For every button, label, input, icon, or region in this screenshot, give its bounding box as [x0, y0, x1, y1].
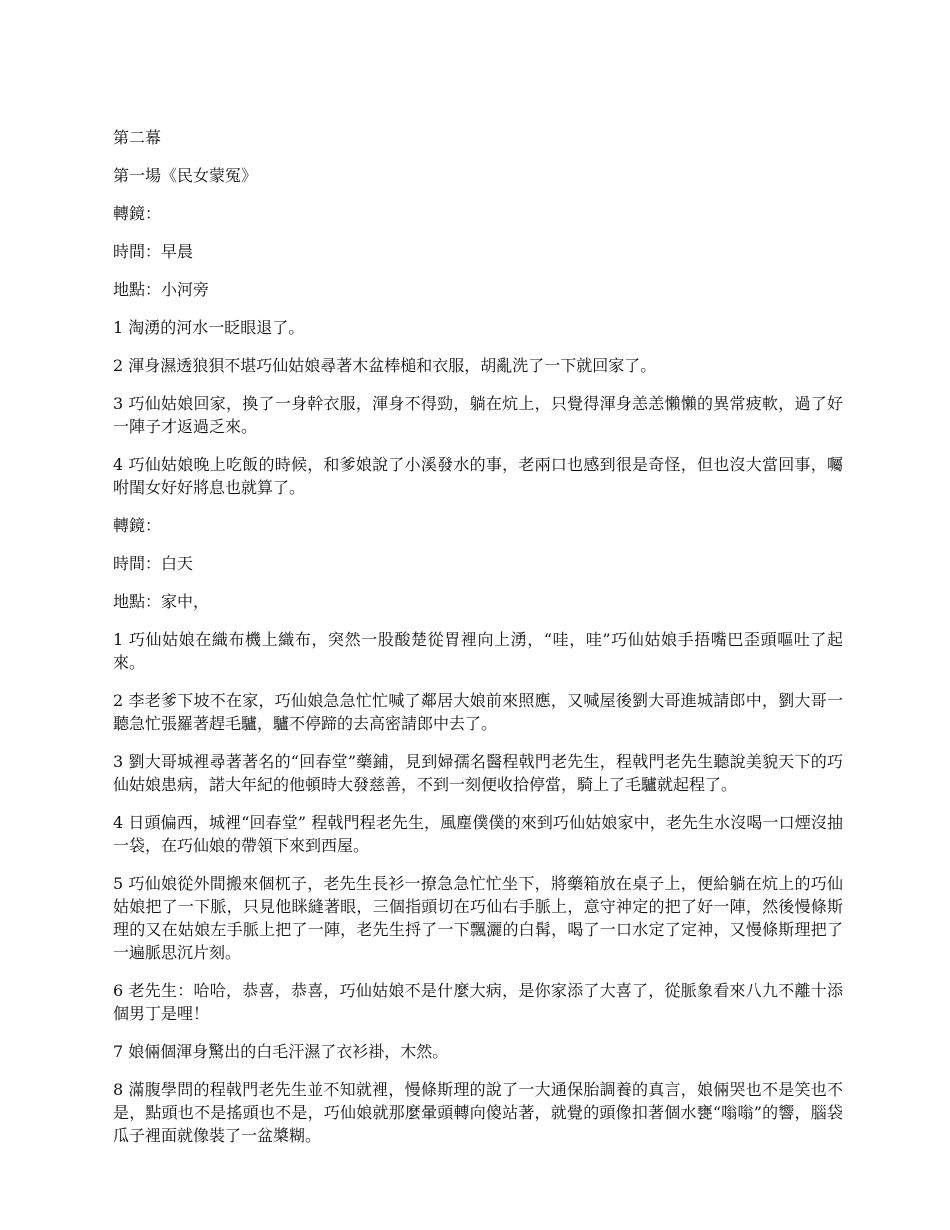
time-label: 時間：早晨: [113, 242, 194, 261]
time-label: 時間：白天: [113, 554, 194, 573]
script-line: 8 滿腹學問的程戟門老先生並不知就裡，慢條斯理的說了一大通保胎調養的真言，娘倆哭也不是笑也不是，點頭也不是搖頭也不是，巧仙娘就那麼暈頭轉向傻站著，就覺的頭像扣著個水甕“嗡嗡”的響，腦袋瓜子裡面就像裝了一盆槳糊。: [113, 1080, 843, 1145]
script-line: 5 巧仙娘從外間搬來個杌子，老先生長衫一撩急急忙忙坐下，將藥箱放在桌子上，便給躺在炕上的巧仙姑娘把了一下脈，只見他眯縫著眼，三個指頭切在巧仙右手脈上，意守神定的把了好一陣，然後慢條斯理的又在姑娘左手脈上把了一陣，老先生捋了一下飄灑的白髯，喝了一口水定了定神，又慢條斯理把了一遍脈思沉片刻。: [113, 874, 843, 962]
transition-label: 轉鏡：: [113, 204, 162, 223]
script-line: 2 李老爹下坡不在家，巧仙娘急急忙忙喊了鄰居大娘前來照應，又喊屋後劉大哥進城請郎中，劉大哥一聽急忙張羅著趕毛驢，驢不停蹄的去高密請郎中去了。: [113, 691, 843, 733]
place-label: 地點：家中，: [113, 592, 210, 611]
script-line: 3 劉大哥城裡尋著著名的“回春堂”藥鋪，見到婦孺名醫程戟門老先生，程戟門老先生聽說美貌天下的巧仙姑娘患病，諾大年紀的他頓時大發慈善，不到一刻便收拾停當，騎上了毛驢就起程了。: [113, 752, 843, 794]
place-label: 地點：小河旁: [113, 280, 210, 299]
script-line: 6 老先生：哈哈，恭喜，恭喜，巧仙姑娘不是什麼大病，是你家添了大喜了，從脈象看來八九不離十添個男丁是哩！: [113, 981, 843, 1023]
scene-title: 第一場《民女蒙冤》: [113, 166, 258, 185]
script-line: 4 巧仙姑娘晚上吃飯的時候，和爹娘說了小溪發水的事，老兩口也感到很是奇怪，但也沒大當回事，囑咐閨女好好將息也就算了。: [113, 455, 843, 497]
script-line: 3 巧仙姑娘回家，換了一身幹衣服，渾身不得勁，躺在炕上，只覺得渾身恙恙懶懶的異常疲軟，過了好一陣子才返過乏來。: [113, 394, 843, 436]
script-line: 7 娘倆個渾身驚出的白毛汗濕了衣衫褂，木然。: [113, 1042, 449, 1061]
script-line: 1 巧仙姑娘在織布機上織布，突然一股酸楚從胃裡向上湧，“哇，哇”巧仙姑娘手捂嘴巴歪頭嘔吐了起來。: [113, 630, 843, 672]
script-line: 1 淘湧的河水一眨眼退了。: [113, 318, 305, 337]
transition-label: 轉鏡：: [113, 516, 162, 535]
act-heading: 第二幕: [113, 128, 162, 147]
script-line: 4 日頭偏西，城裡“回春堂” 程戟門程老先生，風塵僕僕的來到巧仙姑娘家中，老先生水沒喝一口煙沒抽一袋，在巧仙娘的帶領下來到西屋。: [113, 813, 843, 855]
script-line: 2 渾身濕透狼狽不堪巧仙姑娘尋著木盆棒槌和衣服，胡亂洗了一下就回家了。: [113, 356, 657, 375]
document-page: [113, 126, 843, 1162]
